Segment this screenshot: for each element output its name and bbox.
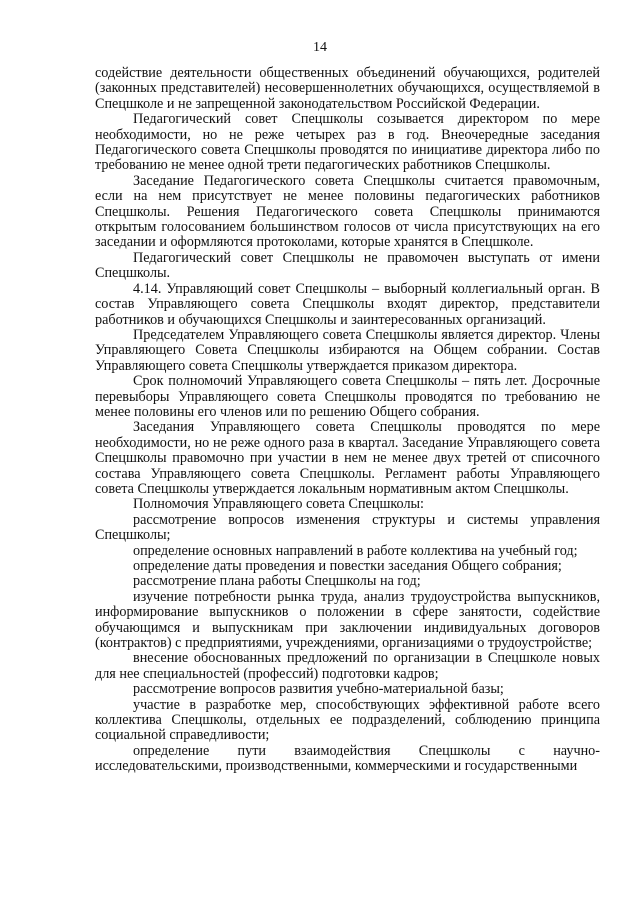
list-item: внесение обоснованных предложений по организации в Спецшколе новых для нее специальностей (профессий) подготовки кадров; (95, 650, 600, 682)
list-item: определение пути взаимодействия Спецшколы с научно-исследовательскими, производственными, коммерческими и государственными (95, 742, 600, 775)
list-item: определение даты проведения и повестки заседания Общего собрания; (133, 558, 562, 574)
list-item: рассмотрение вопросов развития учебно-материальной базы; (133, 681, 504, 698)
paragraph: содействие деятельности общественных объединений обучающихся, родителей (законных представителей) несовершеннолетних обучающихся, осуществляемой в Спецшколе и не запрещенной законодательством Российской Федерации. (95, 65, 600, 112)
paragraph: Педагогический совет Спецшколы созывается директором по мере необходимости, но не реже четырех раз в год. Внеочередные заседания Педагогического совета Спецшколы проводятся по инициативе директора либо по требованию не менее одной трети педагогических работников Спецшколы. (95, 111, 600, 174)
page-number: 14 (313, 40, 327, 55)
paragraph: Педагогический совет Спецшколы не правомочен выступать от имени Спецшколы. (95, 249, 600, 282)
section-heading-paragraph: 4.14. Управляющий совет Спецшколы – выборный коллегиальный орган. В состав Управляющего совета Спецшколы входят директор, представители работников и обучающихся Спецшколы и заинтересованных организаций. (95, 280, 600, 328)
list-item: изучение потребности рынка труда, анализ трудоустройства выпускников, информирование выпускников о положении в сфере занятости, содействие обучающимся и выпускникам при заключении индивидуальных договоров (контрактов) с предприятиями, учреждениями, организациями о трудоустройстве; (95, 588, 600, 652)
list-item: рассмотрение вопросов изменения структуры и системы управления Спецшколы; (95, 511, 600, 544)
paragraph: Срок полномочий Управляющего совета Спецшколы – пять лет. Досрочные перевыборы Управляющего совета Спецшколы проводятся по требованию не менее половины его членов или по решению Общего собрания. (95, 373, 600, 420)
body-text (95, 66, 600, 775)
paragraph: Председателем Управляющего совета Спецшколы является директор. Члены Управляющего Совета Спецшколы избираются на Общем собрании. Состав Управляющего совета Спецшколы утверждается приказом директора. (95, 326, 600, 374)
list-item: участие в разработке мер, способствующих эффективной работе всего коллектива Спецшколы, отдельных ее подразделений, соблюдению принципа социальной справедливости; (95, 696, 600, 744)
list-item: определение основных направлений в работе коллектива на учебный год; (133, 542, 578, 559)
list-item: рассмотрение плана работы Спецшколы на год; (133, 573, 421, 590)
list-intro: Полномочия Управляющего совета Спецшколы: (133, 496, 425, 513)
paragraph: Заседания Управляющего совета Спецшколы проводятся по мере необходимости, но не реже одного раза в квартал. Заседание Управляющего совета Спецшколы правомочно при участии в нем не менее двух третей от списочного состава Управляющего совета Спецшколы. Регламент работы Управляющего совета Спецшколы утверждается локальным нормативным актом Спецшколы. (95, 419, 600, 497)
paragraph: Заседание Педагогического совета Спецшколы считается правомочным, если на нем присутствует не менее половины педагогических работников Спецшколы. Решения Педагогического совета Спецшколы принимаются открытым голосованием большинством голосов от числа присутствующих на его заседании и оформляются протоколами, которые хранятся в Спецшколе. (95, 172, 600, 251)
